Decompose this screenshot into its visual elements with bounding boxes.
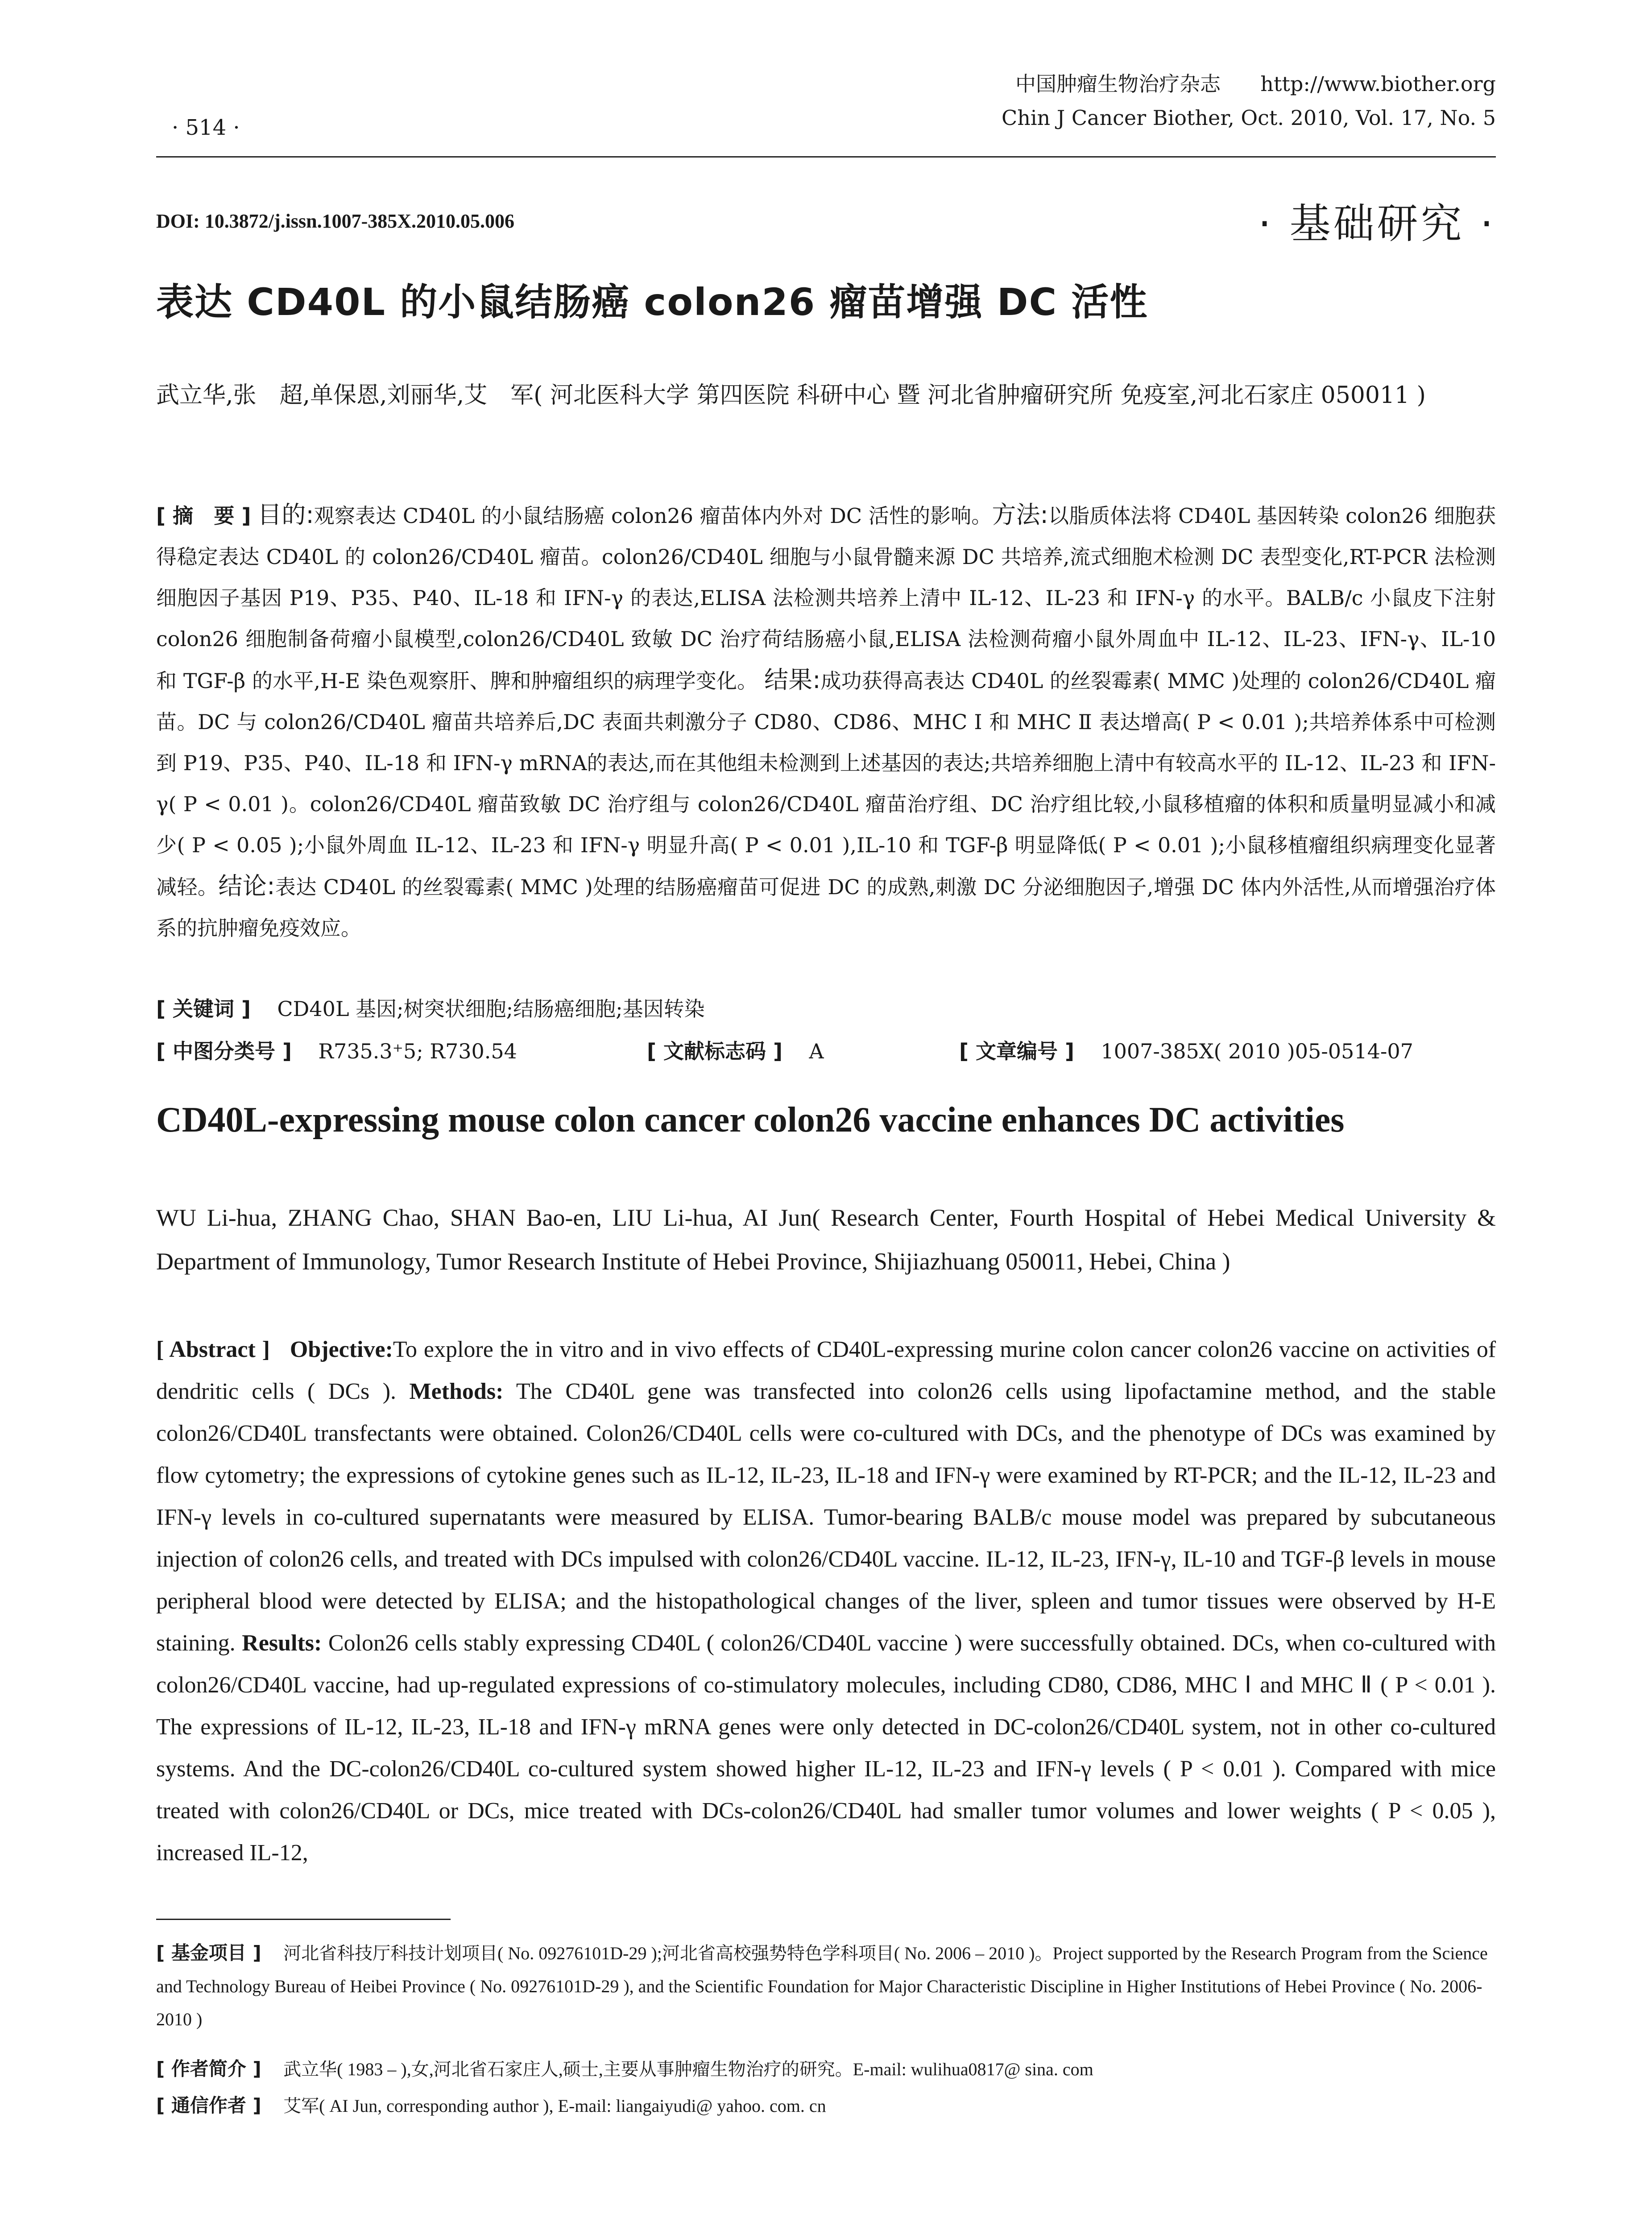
results-cn: 成功获得高表达 CD40L 的丝裂霉素( MMC )处理的 colon26/CD40L 瘤苗。DC 与 colon26/CD40L 瘤苗共培养后,DC 表面共刺激分子 CD80、CD86、MHC Ⅰ 和 MHC Ⅱ 表达增高( P < 0.01 );共培养体系中可检测到 P19、P35、P40、IL-18 和 IFN-γ mRNA的表达,而在其他组未检测到上述基因的表达;共培养细胞上清中有较高水平的 IL-12、IL-23 和 IFN-γ( P < 0.01 )。colon26/CD40L 瘤苗致敏 DC 治疗组与 colon26/CD40L 瘤苗治疗组、DC 治疗组比较,小鼠移植瘤的体积和质量明显减小和减少( P < 0.05 );小鼠外周血 IL-12、IL-23 和 IFN-γ 明显升高( P < 0.01 ),IL-10 和 TGF-β 明显降低( P < 0.01 );小鼠移植瘤组织病理变化显著减轻。 xyxy=(156,669,1496,899)
article-number-value: 1007-385X( 2010 )05-0514-07 xyxy=(1101,1039,1413,1063)
conclusion-cn-label: 结论: xyxy=(218,872,275,900)
abstract-en-label: [ Abstract ] xyxy=(156,1337,270,1362)
corresponding-text: 艾军( AI Jun, corresponding author ), E-mail: liangaiyudi@ yahoo. com. cn xyxy=(283,2096,826,2116)
abstract-en xyxy=(156,1329,1496,1874)
methods-cn-label: 方法: xyxy=(992,501,1048,529)
objective-cn: 观察表达 CD40L 的小鼠结肠癌 colon26 瘤苗体内外对 DC 活性的影响。 xyxy=(314,504,992,528)
results-en: Colon26 cells stably expressing CD40L ( colon26/CD40L vaccine ) were successfully obtained. DCs, when co-cultured with colon26/CD40L vaccine, had up-regulated expressions of co-stimulatory molecules, including CD80, CD86, MHC Ⅰ and MHC Ⅱ ( P < 0.01 ). The expressions of IL-12, IL-23, IL-18 and IFN-γ mRNA genes were only detected in DC-colon26/CD40L system, not in other co-cultured systems. And the DC-colon26/CD40L co-cultured system showed higher IL-12, IL-23 and IFN-γ levels ( P < 0.01 ). Compared with mice treated with colon26/CD40L or DCs, mice treated with DCs-colon26/CD40L had smaller tumor volumes and lower weights ( P < 0.05 ), increased IL-12, xyxy=(156,1630,1496,1866)
clc-number xyxy=(156,1031,517,1072)
header-rule xyxy=(156,156,1496,158)
results-cn-label: 结果: xyxy=(764,666,821,694)
author-bio-label: [ 作者简介 ] xyxy=(156,2058,261,2080)
footnote-fund xyxy=(156,1937,1496,2036)
header-url[interactable]: http://www.biother.org xyxy=(1260,72,1496,96)
doc-code-label: [ 文献标志码 ] xyxy=(647,1039,783,1063)
keywords-cn-label: [ 关键词 ] xyxy=(156,997,251,1021)
fund-label: [ 基金项目 ] xyxy=(156,1942,261,1964)
keywords-cn xyxy=(156,988,1496,1029)
keywords-cn-text: CD40L 基因;树突状细胞;结肠癌细胞;基因转染 xyxy=(277,997,705,1021)
abstract-cn xyxy=(156,494,1496,949)
fund-text: 河北省科技厅科技计划项目( No. 09276101D-29 );河北省高校强势特色学科项目( No. 2006 – 2010 )。Project supported by the Research Program from the Science and Technology Bureau of Heibei Province ( No. 09276101D-29 ), and the Scientific Foundation for Major Characteristic Discipline in Higher Institutions of Hebei Province ( No. 2006-2010 ) xyxy=(156,1943,1488,2029)
conclusion-cn: 表达 CD40L 的丝裂霉素( MMC )处理的结肠癌瘤苗可促进 DC 的成熟,刺激 DC 分泌细胞因子,增强 DC 体内外活性,从而增强治疗体系的抗肿瘤免疫效应。 xyxy=(156,875,1496,940)
methods-en: The CD40L gene was transfected into colon26 cells using lipofactamine method, and the stable colon26/CD40L transfectants were obtained. Colon26/CD40L cells were co-cultured with DCs, and the phenotype of DCs was examined by flow cytometry; the expressions of cytokine genes such as IL-12, IL-23, IL-18 and IFN-γ were examined by RT-PCR; and the IL-12, IL-23 and IFN-γ levels in co-cultured supernatants were measured by ELISA. Tumor-bearing BALB/c mouse model was prepared by subcutaneous injection of colon26 cells, and treated with DCs impulsed with colon26/CD40L vaccine. IL-12, IL-23, IFN-γ, IL-10 and TGF-β levels in mouse peripheral blood were detected by ELISA; and the histopathological changes of the liver, spleen and tumor tissues were observed by H-E staining. xyxy=(156,1379,1496,1656)
footnote-correspondence xyxy=(156,2089,1496,2123)
results-en-label: Results: xyxy=(242,1630,322,1656)
title-cn: 表达 CD40L 的小鼠结肠癌 colon26 瘤苗增强 DC 活性 xyxy=(156,280,1148,324)
running-header xyxy=(1002,67,1496,135)
footnote-rule xyxy=(156,1919,451,1920)
article-number xyxy=(959,1031,1413,1072)
objective-cn-label: 目的: xyxy=(257,501,314,529)
objective-en: To explore the in vitro and in vivo effects of CD40L-expressing murine colon cancer colon26 vaccine on activities of dendritic cells ( DCs ). xyxy=(156,1337,1496,1404)
header-journal-en: Chin J Cancer Biother, Oct. 2010, Vol. 17, No. 5 xyxy=(1002,106,1496,130)
authors-cn: 武立华,张 超,单保恩,刘丽华,艾 军( 河北医科大学 第四医院 科研中心 暨 河北省肿瘤研究所 免疫室,河北石家庄 050011 ) xyxy=(156,382,1426,409)
article-number-label: [ 文章编号 ] xyxy=(959,1039,1075,1063)
methods-en-label: Methods: xyxy=(409,1379,504,1404)
author-bio-text: 武立华( 1983 – ),女,河北省石家庄人,硕士,主要从事肿瘤生物治疗的研究。E-mail: wulihua0817@ sina. com xyxy=(283,2059,1093,2079)
footnote-author xyxy=(156,2053,1496,2086)
doi: DOI: 10.3872/j.issn.1007-385X.2010.05.006 xyxy=(156,210,515,232)
header-journal-line xyxy=(1002,67,1496,101)
abstract-cn-label: [ 摘 要 ] xyxy=(156,504,251,528)
header-journal-cn: 中国肿瘤生物治疗杂志 xyxy=(1015,72,1221,96)
authors-en: WU Li-hua, ZHANG Chao, SHAN Bao-en, LIU Li-hua, AI Jun( Research Center, Fourth Hospital of Hebei Medical University & Department of Immunology, Tumor Research Institute of Hebei Province, Shijiazhuang 050011, Hebei, China ) xyxy=(156,1204,1496,1275)
corresponding-label: [ 通信作者 ] xyxy=(156,2094,261,2116)
page-number: · 514 · xyxy=(172,115,240,140)
document-code xyxy=(647,1031,824,1072)
title-en: CD40L-expressing mouse colon cancer colon26 vaccine enhances DC activities xyxy=(156,1100,1345,1140)
objective-en-label: Objective: xyxy=(290,1337,393,1362)
methods-cn: 以脂质体法将 CD40L 基因转染 colon26 细胞获得稳定表达 CD40L 的 colon26/CD40L 瘤苗。colon26/CD40L 细胞与小鼠骨髓来源 DC 共培养,流式细胞术检测 DC 表型变化,RT-PCR 法检测细胞因子基因 P19、P35、P40、IL-18 和 IFN-γ 的表达,ELISA 法检测共培养上清中 IL-12、IL-23 和 IFN-γ 的水平。BALB/c 小鼠皮下注射 colon26 细胞制备荷瘤小鼠模型,colon26/CD40L 致敏 DC 治疗荷结肠癌小鼠,ELISA 法检测荷瘤小鼠外周血中 IL-12、IL-23、IFN-γ、IL-10 和 TGF-β 的水平,H-E 染色观察肝、脾和肿瘤组织的病理学变化。 xyxy=(156,504,1496,693)
clc-value: R735.3⁺5; R730.54 xyxy=(318,1039,517,1063)
clc-label: [ 中图分类号 ] xyxy=(156,1039,292,1063)
doc-code-value: A xyxy=(809,1039,824,1063)
section-label: · 基础研究 · xyxy=(1258,200,1496,248)
